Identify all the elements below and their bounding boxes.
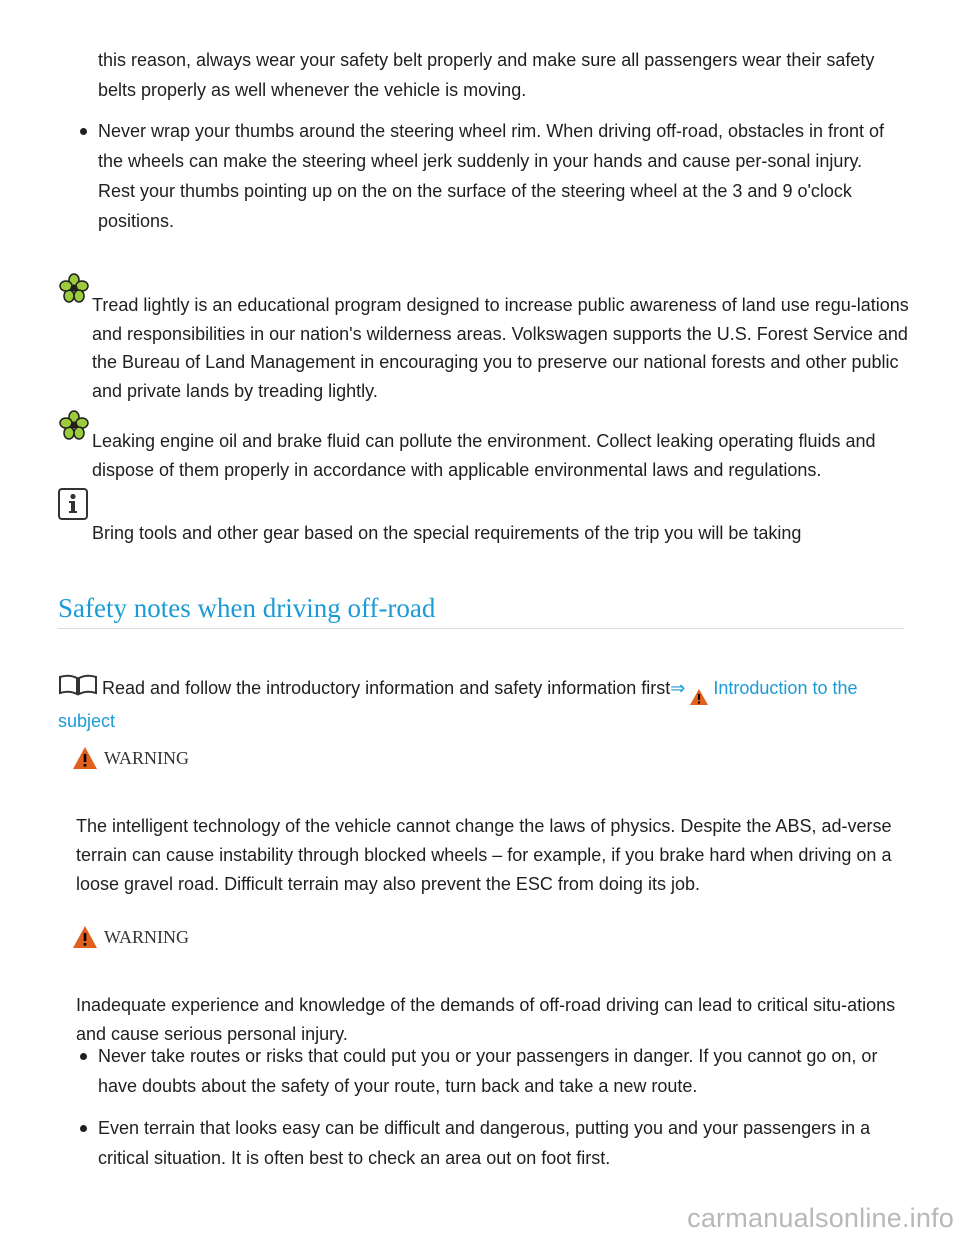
intro-arrow: ⇒	[670, 678, 686, 698]
warning-label: WARNING	[104, 747, 189, 768]
info-note-text: Bring tools and other gear based on the special requirements of the trip you will be taking	[92, 523, 802, 543]
warning-title-2	[72, 925, 189, 949]
watermark: carmanualsonline.info	[687, 1203, 954, 1233]
warning-triangle-icon	[72, 925, 98, 949]
list-item: Never take routes or risks that could put you or your passengers in danger. If you cannot go on, or have doubts about the safety of your route, turn back and take a new route.	[76, 1041, 896, 1101]
environment-flower-icon	[58, 409, 90, 441]
section-heading: Safety notes when driving off-road	[58, 590, 904, 629]
book-icon	[58, 674, 98, 696]
intro-link[interactable]: Introduction to the subject	[58, 678, 858, 731]
info-icon	[58, 488, 88, 520]
warning-text-1: The intelligent technology of the vehicle cannot change the laws of physics. Despite the ABS, ad-verse terrain can cause instability through blocked wheels – for example, if you brake hard when driving on a loose gravel road. Difficult terrain may also prevent the ESC from doing its job.	[76, 816, 892, 894]
environment-note-leaking-fluids: Leaking engine oil and brake fluid can pollute the environment. Collect leaking operating fluids and dispose of them properly in accordance with applicable environmental laws and regulations.	[92, 431, 876, 480]
intro-text: Read and follow the introductory information and safety information first	[102, 678, 671, 698]
warning-triangle-icon	[72, 746, 98, 770]
environment-note-tread-lightly: Tread lightly is an educational program designed to increase public awareness of land use regu-lations and responsibilities in our nation's wilderness areas. Volkswagen supports the U.S. Forest Service and the Bureau of Land Management in encouraging you to preserve our national forests and other public and private lands by treading lightly.	[92, 295, 909, 401]
environment-flower-icon	[58, 272, 90, 304]
continued-paragraph: this reason, always wear your safety belt properly and make sure all passengers wear their safety belts properly as well whenever the vehicle is moving.	[98, 50, 875, 100]
list-item: Never wrap your thumbs around the steering wheel rim. When driving off-road, obstacles in front of the wheels can make the steering wheel jerk suddenly in your hands and cause per-sonal injury. Rest your thumbs pointing up on the on the surface of the steering wheel at the 3 and 9 o'clock positions.	[76, 116, 896, 236]
warning-triangle-icon	[689, 688, 709, 706]
warning-title-1	[72, 746, 189, 770]
intro-line	[58, 673, 908, 737]
list-item: Even terrain that looks easy can be difficult and dangerous, putting you and your passengers in a critical situation. It is often best to check an area out on foot first.	[76, 1113, 896, 1173]
warning-bullet-list	[76, 1041, 896, 1173]
steering-bullet-list	[76, 116, 896, 236]
warning-text-2: Inadequate experience and knowledge of the demands of off-road driving can lead to critical situ-ations and cause serious personal injury.	[76, 995, 896, 1044]
warning-label: WARNING	[104, 926, 189, 947]
